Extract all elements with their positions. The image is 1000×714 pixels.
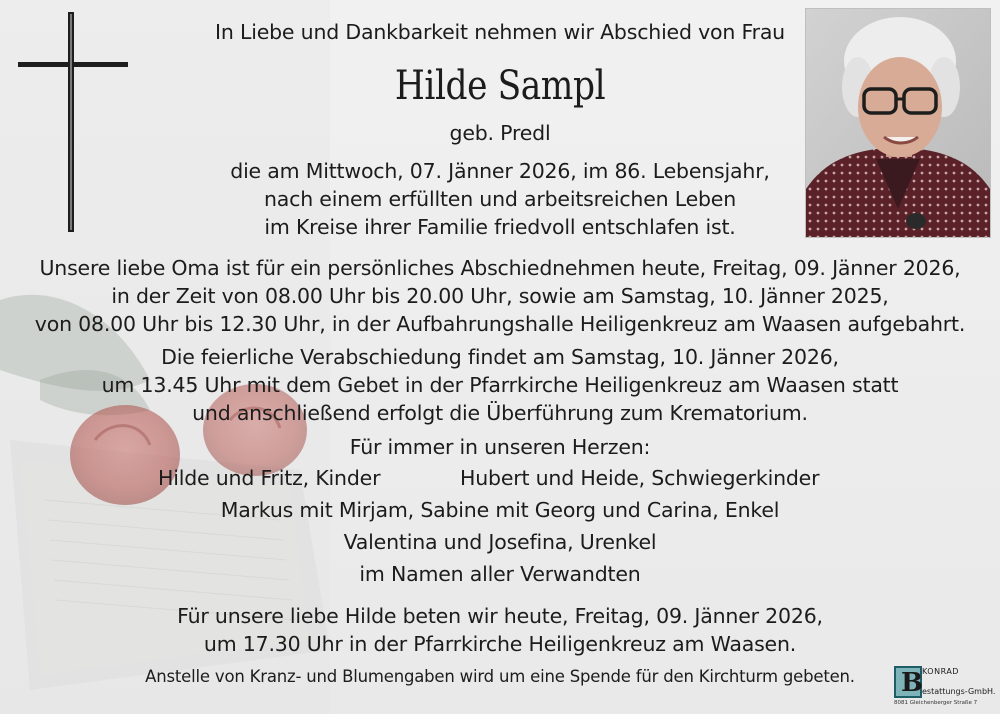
farewell-line-1: Die feierliche Verabschiedung findet am Samstag, 10. Jänner 2026, [161,345,839,369]
viewing-line-2: in der Zeit von 08.00 Uhr bis 20.00 Uhr, sowie am Samstag, 10. Jänner 2025, [111,284,889,308]
funeral-home-logo [892,664,996,710]
deceased-name: Hilde Sampl [394,63,606,109]
mourners-great-grandchildren: Valentina und Josefina, Urenkel [343,530,657,554]
logo-text-company: estattungs-GmbH. [922,687,996,696]
farewell-line-2: um 13.45 Uhr mit dem Gebet in der Pfarrkirche Heiligenkreuz am Waasen statt [101,373,899,397]
viewing-line-3: von 08.00 Uhr bis 12.30 Uhr, in der Aufbahrungshalle Heiligenkreuz am Waasen aufgebahrt. [34,312,966,336]
death-line-1: die am Mittwoch, 07. Jänner 2026, im 86. Lebensjahr, [230,159,770,183]
prayer-line-1: Für unsere liebe Hilde beten wir heute, Freitag, 09. Jänner 2026, [177,604,823,628]
prayer-line-2: um 17.30 Uhr in der Pfarrkirche Heiligenkreuz am Waasen. [203,632,797,656]
mourners-relatives: im Namen aller Verwandten [359,562,641,586]
donation-note: Anstelle von Kranz- und Blumengaben wird um eine Spende für den Kirchturm gebeten. [145,667,855,686]
mourners-grandchildren: Markus mit Mirjam, Sabine mit Georg und Carina, Enkel [220,498,780,522]
maiden-name: geb. Predl [449,121,551,145]
logo-letter: B [901,668,923,698]
hearts-heading: Für immer in unseren Herzen: [349,435,651,459]
logo-text-address: 8081 Gleichenberger Straße 7 [894,700,978,706]
death-line-3: im Kreise ihrer Familie friedvoll entschlafen ist. [264,215,736,239]
logo-text-konrad: KONRAD [922,667,959,676]
viewing-line-1: Unsere liebe Oma ist für ein persönliches Abschiednehmen heute, Freitag, 09. Jänner 2026, [39,256,961,280]
death-line-2: nach einem erfüllten und arbeitsreichen Leben [263,187,737,211]
intro-text: In Liebe und Dankbarkeit nehmen wir Abschied von Frau [215,20,785,44]
mourners-in-laws: Hubert und Heide, Schwiegerkinder [460,466,820,490]
farewell-line-3: und anschließend erfolgt die Überführung zum Krematorium. [192,401,808,425]
mourners-children: Hilde und Fritz, Kinder [158,466,381,490]
